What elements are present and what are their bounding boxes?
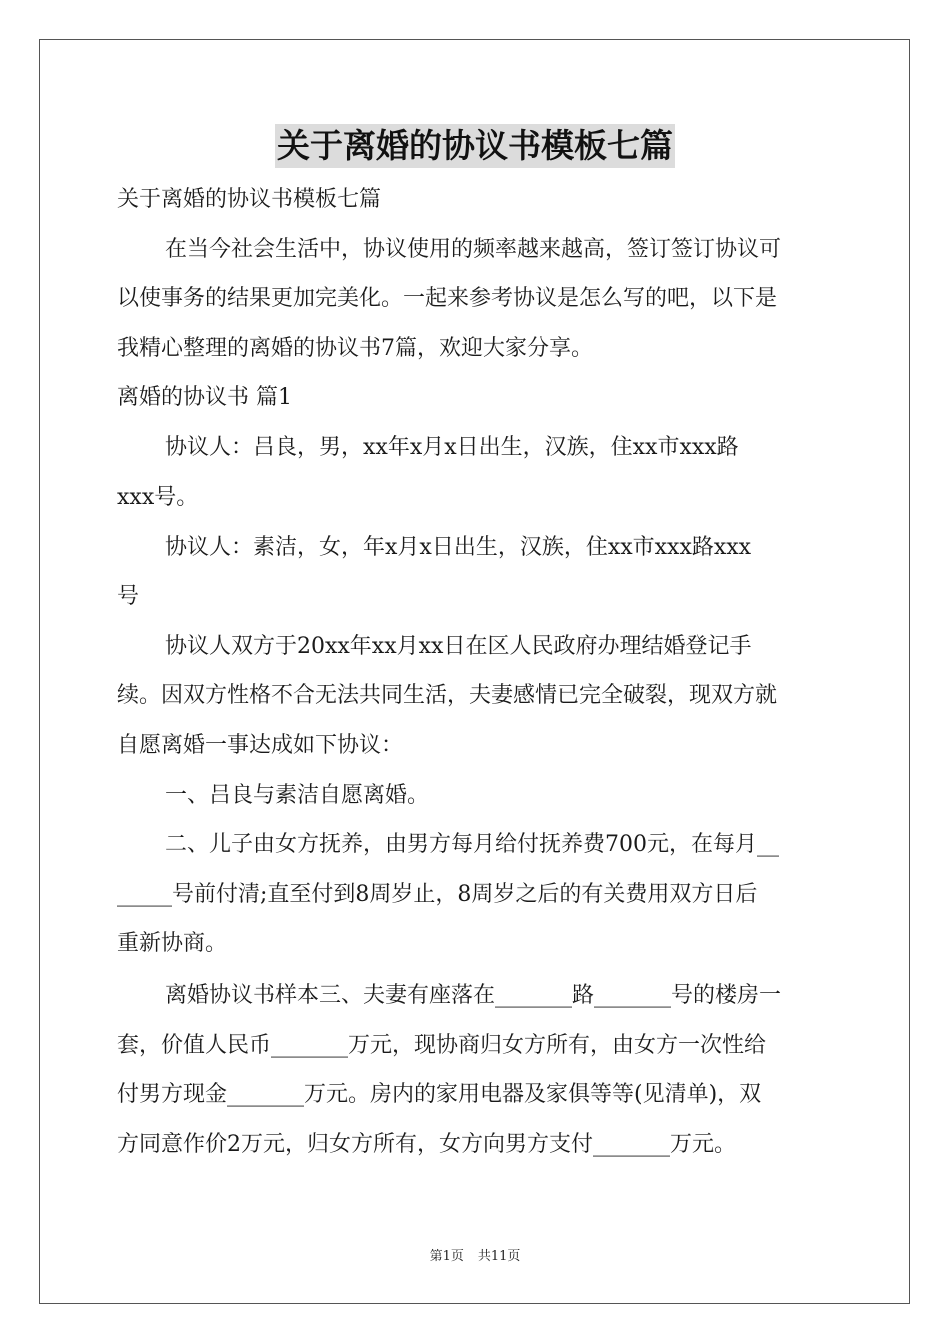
text-line: 续。因双方性格不合无法共同生活，夫妻感情已完全破裂，现双方就: [117, 683, 778, 708]
text-line: 号: [117, 584, 140, 609]
text-line: 离婚协议书样本三、夫妻有座落在_______路_______号的楼房一: [165, 983, 782, 1008]
text-line: xxx号。: [117, 485, 199, 510]
text-line: 一、吕良与素洁自愿离婚。: [165, 783, 430, 808]
page-number: 第1页: [429, 1249, 464, 1264]
title-container: [0, 124, 950, 168]
text-line: 我精心整理的离婚的协议书7篇，欢迎大家分享。: [117, 336, 593, 361]
text-line: 套，价值人民币_______万元，现协商归女方所有，由女方一次性给: [117, 1033, 767, 1058]
document-title: 关于离婚的协议书模板七篇: [275, 124, 675, 168]
page-footer: [0, 1245, 950, 1264]
text-line: 二、儿子由女方抚养，由男方每月给付抚养费700元，在每月__: [165, 832, 779, 857]
text-line: 协议人双方于20xx年xx月xx日在区人民政府办理结婚登记手: [165, 634, 752, 659]
text-line: 自愿离婚一事达成如下协议：: [117, 733, 404, 758]
text-line: _____号前付清;直至付到8周岁止，8周岁之后的有关费用双方日后: [117, 882, 758, 907]
text-line: 方同意作价2万元，归女方所有，女方向男方支付_______万元。: [117, 1132, 736, 1157]
section-heading: 离婚的协议书 篇1: [117, 385, 292, 410]
page-border: [39, 39, 910, 1304]
text-line: 以使事务的结果更加完美化。一起来参考协议是怎么写的吧，以下是: [117, 286, 778, 311]
text-line: 付男方现金_______万元。房内的家用电器及家俱等等(见清单)，双: [117, 1082, 762, 1107]
page-total: 共11页: [477, 1249, 521, 1264]
text-line: 协议人：素洁，女，年x月x日出生，汉族，住xx市xxx路xxx: [165, 535, 752, 560]
text-line: 协议人：吕良，男，xx年x月x日出生，汉族，住xx市xxx路: [165, 435, 739, 460]
subtitle-line: 关于离婚的协议书模板七篇: [117, 187, 382, 212]
text-line: 重新协商。: [117, 931, 228, 956]
text-line: 在当今社会生活中，协议使用的频率越来越高，签订签订协议可: [165, 237, 782, 262]
